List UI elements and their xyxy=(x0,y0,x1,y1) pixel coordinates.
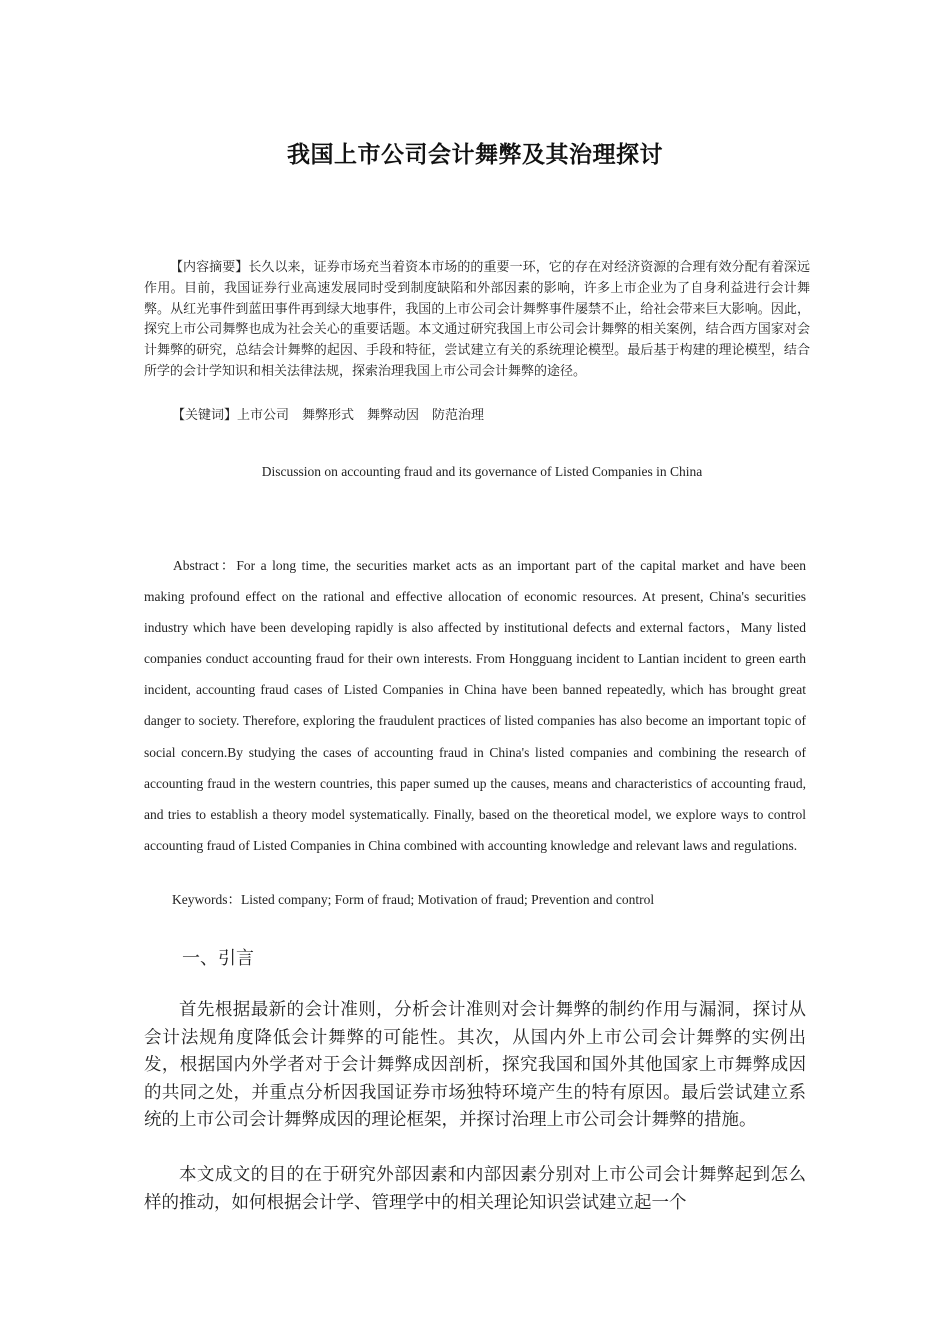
paper-title: 我国上市公司会计舞弊及其治理探讨 xyxy=(287,142,663,168)
english-abstract: Abstract：For a long time, the securities market acts as an important part of the capital market and have been making profound effect on the rational and effective allocation of economic resources. At present, China's securities industry which have been developing rapidly is also affected by institutional defects and external factors，Many listed companies conduct accounting fraud for their own interests. From Hongguang incident to Lantian incident to green earth incident, accounting fraud cases of Listed Companies in China have been banned repeatedly, which has brought great danger to society. Therefore, exploring the fraudulent practices of listed companies has also become an important topic of social concern.By studying the cases of accounting fraud in China's listed companies and combining the research of accounting fraud in the western countries, this paper sumed up the causes, means and characteristics of accounting fraud, and tries to establish a theory model systematically. Finally, based on the theoretical model, we explore ways to control accounting fraud of Listed Companies in China combined with accounting knowledge and relevant laws and regulations. xyxy=(144,558,806,853)
english-keywords: Keywords：Listed company; Form of fraud; Motivation of fraud; Prevention and control xyxy=(172,892,655,907)
body-paragraph: 首先根据最新的会计准则，分析会计准则对会计舞弊的制约作用与漏洞，探讨从会计法规角度降低会计舞弊的可能性。其次，从国内外上市公司会计舞弊的实例出发，根据国内外学者对于会计舞弊成因剖析，探究我国和国外其他国家上市舞弊成因的共同之处，并重点分析因我国证券市场独特环境产生的特有原因。最后尝试建立系统的上市公司会计舞弊成因的理论框架，并探讨治理上市公司会计舞弊的措施。 xyxy=(144,1000,806,1130)
section-heading-introduction: 一、引言 xyxy=(182,948,254,969)
body-paragraph: 本文成文的目的在于研究外部因素和内部因素分别对上市公司会计舞弊起到怎么样的推动，如何根据会计学、管理学中的相关理论知识尝试建立起一个 xyxy=(144,1165,806,1213)
chinese-abstract: 【内容摘要】长久以来，证券市场充当着资本市场的的重要一环，它的存在对经济资源的合理有效分配有着深远作用。目前，我国证券行业高速发展同时受到制度缺陷和外部因素的影响，许多上市企业为了自身利益进行会计舞弊。从红光事件到蓝田事件再到绿大地事件，我国的上市公司会计舞弊事件屡禁不止，给社会带来巨大影响。因此，探究上市公司舞弊也成为社会关心的重要话题。本文通过研究我国上市公司会计舞弊的相关案例，结合西方国家对会计舞弊的研究，总结会计舞弊的起因、手段和特征，尝试建立有关的系统理论模型。最后基于构建的理论模型，结合所学的会计学知识和相关法律法规，探索治理我国上市公司会计舞弊的途径。 xyxy=(144,260,810,379)
english-title: Discussion on accounting fraud and its governance of Listed Companies in China xyxy=(261,464,703,479)
chinese-keywords: 【关键词】上市公司 舞弊形式 舞弊动因 防范治理 xyxy=(172,408,485,423)
